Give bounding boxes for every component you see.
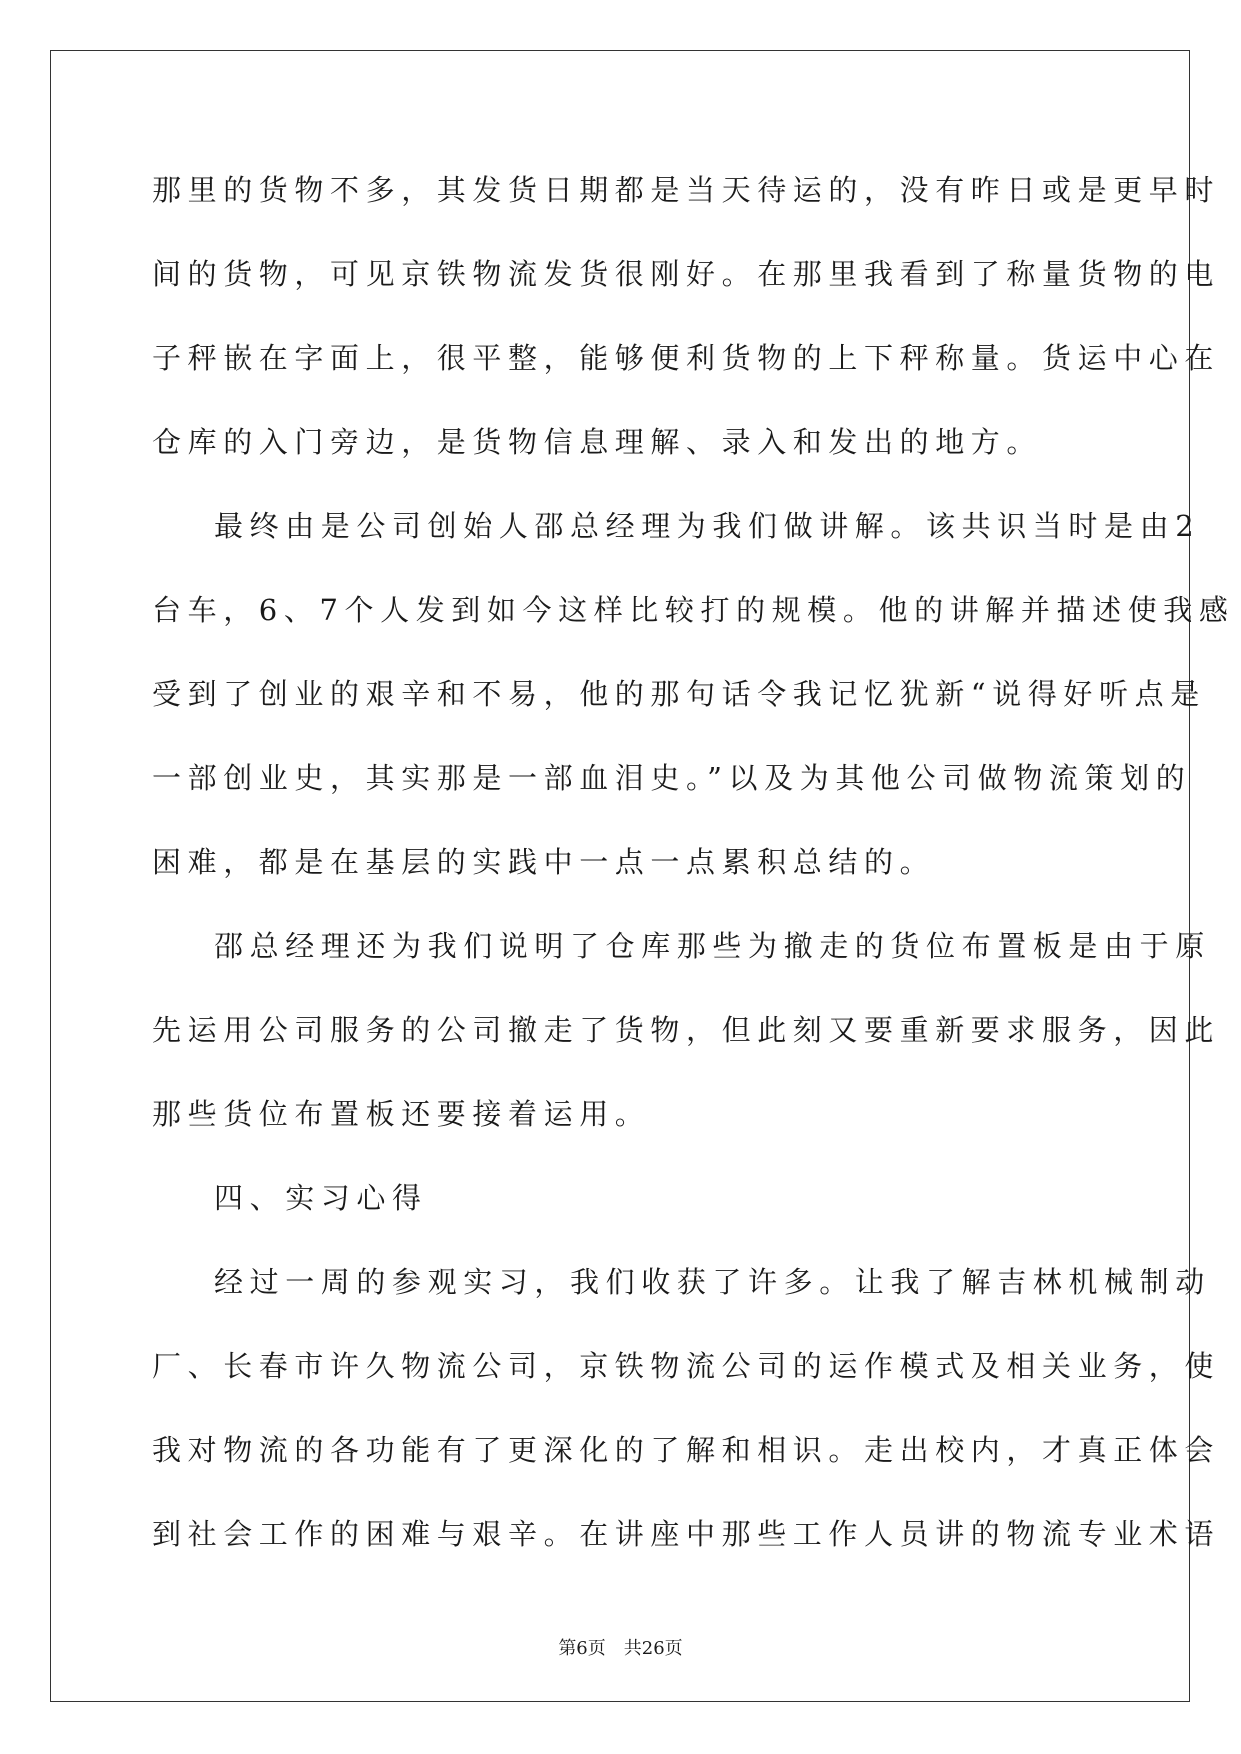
text-line: 厂、长春市许久物流公司，京铁物流公司的运作模式及相关业务，使 [152, 1349, 1221, 1383]
section-heading: 四、实习心得 [214, 1181, 428, 1215]
text-line: 困难，都是在基层的实践中一点一点累积总结的。 [152, 845, 936, 879]
text-line: 间的货物，可见京铁物流发货很刚好。在那里我看到了称量货物的电 [152, 257, 1221, 291]
text-line: 受到了创业的艰辛和不易，他的那句话令我记忆犹新“说得好听点是 [152, 677, 1206, 711]
text-line: 台车，6、7个人发到如今这样比较打的规模。他的讲解并描述使我感 [152, 593, 1235, 627]
document-body [152, 160, 1235, 1588]
text-line: 那里的货物不多，其发货日期都是当天待运的，没有昨日或是更早时 [152, 173, 1221, 207]
text-line: 那些货位布置板还要接着运用。 [152, 1097, 651, 1131]
text-line: 我对物流的各功能有了更深化的了解和相识。走出校内，才真正体会 [152, 1433, 1221, 1467]
text-line: 到社会工作的困难与艰辛。在讲座中那些工作人员讲的物流专业术语 [152, 1517, 1221, 1551]
page-number-footer: 第6页 共26页 [558, 1638, 683, 1659]
text-line: 一部创业史，其实那是一部血泪史。”以及为其他公司做物流策划的 [152, 761, 1192, 795]
text-line: 子秤嵌在字面上，很平整，能够便利货物的上下秤称量。货运中心在 [152, 341, 1221, 375]
paragraph-start-line: 经过一周的参观实习，我们收获了许多。让我了解吉林机械制动 [214, 1265, 1211, 1299]
text-line: 先运用公司服务的公司撤走了货物，但此刻又要重新要求服务，因此 [152, 1013, 1221, 1047]
text-line: 仓库的入门旁边，是货物信息理解、录入和发出的地方。 [152, 425, 1043, 459]
paragraph-start-line: 邵总经理还为我们说明了仓库那些为撤走的货位布置板是由于原 [214, 929, 1211, 963]
paragraph-start-line: 最终由是公司创始人邵总经理为我们做讲解。该共识当时是由2 [214, 509, 1201, 543]
